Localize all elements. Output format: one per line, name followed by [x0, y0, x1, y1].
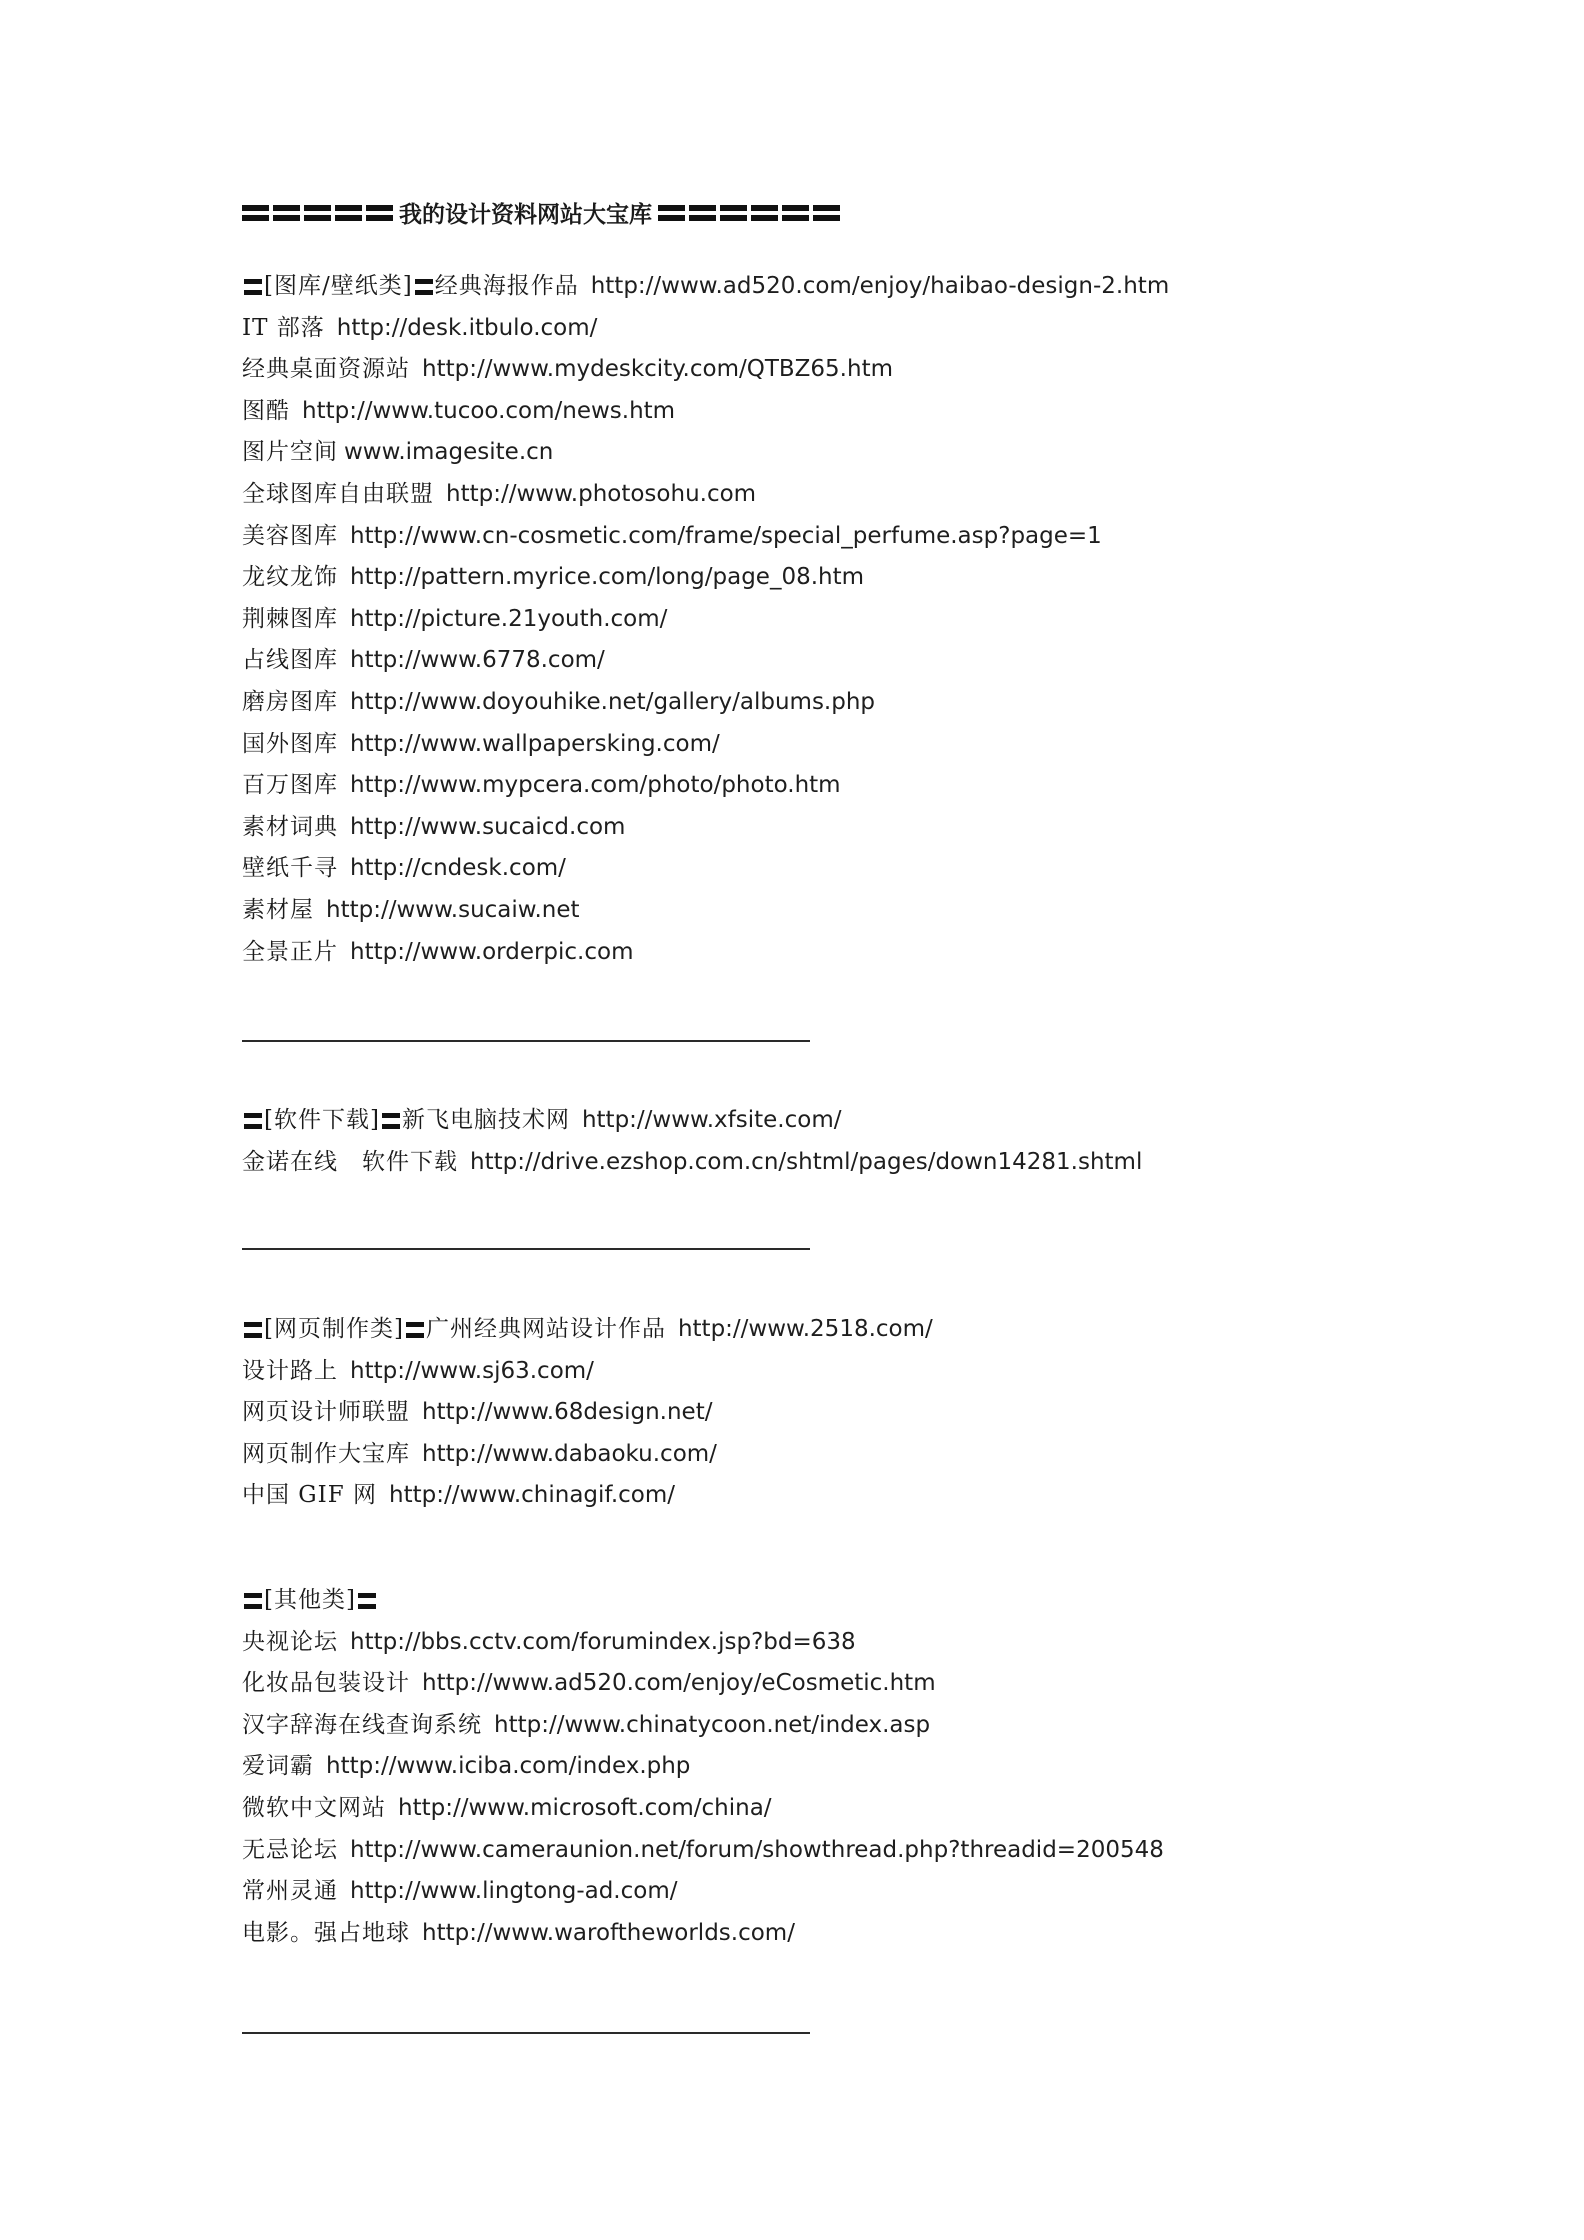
- link-url[interactable]: www.imagesite.cn: [344, 439, 554, 466]
- list-item: [242, 682, 1169, 724]
- link-label: 磨房图库: [242, 688, 338, 715]
- link-label: 美容图库: [242, 522, 338, 549]
- list-item: [242, 599, 1169, 641]
- list-item: [242, 1913, 1164, 1955]
- link-label: 国外图库: [242, 730, 338, 757]
- section-divider: [242, 1040, 810, 1042]
- category-label: [网页制作类]: [264, 1316, 404, 1342]
- category-label: [软件下载]: [264, 1107, 380, 1133]
- link-label: 龙纹龙饰: [242, 564, 338, 591]
- list-item: [242, 1788, 1164, 1830]
- double-bar-icon: [304, 205, 331, 221]
- list-item: [242, 765, 1169, 807]
- list-item: [242, 1142, 1142, 1184]
- link-url[interactable]: http://www.waroftheworlds.com/: [422, 1919, 795, 1946]
- section-software: [242, 1100, 1142, 1183]
- link-label: 网页设计师联盟: [242, 1399, 410, 1426]
- link-label: 全景正片: [242, 938, 338, 965]
- list-item: [242, 391, 1169, 433]
- list-item: [242, 1351, 933, 1393]
- link-url[interactable]: http://www.2518.com/: [677, 1316, 933, 1342]
- section-header: [242, 1309, 933, 1351]
- link-label: 图酷: [242, 397, 290, 424]
- list-item: [242, 807, 1169, 849]
- double-bar-icon: [244, 1113, 262, 1129]
- link-label: 素材词典: [242, 813, 338, 840]
- double-bar-icon: [244, 1322, 262, 1338]
- double-bar-icon: [382, 1113, 400, 1129]
- link-label: 经典海报作品: [434, 273, 579, 299]
- double-bar-icon: [335, 205, 362, 221]
- link-url[interactable]: http://www.6778.com/: [350, 647, 605, 674]
- list-item: [242, 349, 1169, 391]
- link-label: 汉字辞海在线查询系统: [242, 1711, 482, 1738]
- link-label: 荆棘图库: [242, 605, 338, 632]
- link-url[interactable]: http://www.lingtong-ad.com/: [350, 1878, 678, 1905]
- link-url[interactable]: http://www.mypcera.com/photo/photo.htm: [350, 772, 841, 799]
- link-url[interactable]: http://www.sucaiw.net: [326, 896, 580, 923]
- list-item: [242, 1392, 933, 1434]
- page-title: [242, 196, 840, 229]
- section-webdesign: [242, 1309, 933, 1517]
- link-url[interactable]: http://www.ad520.com/enjoy/eCosmetic.htm: [422, 1670, 936, 1697]
- link-label: 微软中文网站: [242, 1794, 386, 1821]
- link-url[interactable]: http://drive.ezshop.com.cn/shtml/pages/down14281.shtml: [470, 1148, 1143, 1175]
- list-item: [242, 724, 1169, 766]
- title-left-bars: [242, 205, 393, 221]
- section-header: [242, 1100, 1142, 1142]
- list-item: [242, 1622, 1164, 1664]
- link-label: 素材屋: [242, 896, 314, 923]
- link-label: 广州经典网站设计作品: [425, 1316, 666, 1342]
- link-url[interactable]: http://bbs.cctv.com/forumindex.jsp?bd=638: [350, 1628, 856, 1655]
- link-label: 电影。强占地球: [242, 1919, 410, 1946]
- link-url[interactable]: http://www.mydeskcity.com/QTBZ65.htm: [422, 356, 893, 383]
- title-text: 我的设计资料网站大宝库: [399, 201, 652, 228]
- link-url[interactable]: http://www.cameraunion.net/forum/showthread.php?threadid=200548: [350, 1836, 1164, 1863]
- double-bar-icon: [689, 205, 716, 221]
- link-label: 央视论坛: [242, 1628, 338, 1655]
- category-label: [图库/壁纸类]: [264, 273, 413, 299]
- link-label: 图片空间: [242, 439, 338, 466]
- list-item: [242, 1746, 1164, 1788]
- link-url[interactable]: http://www.microsoft.com/china/: [398, 1794, 772, 1821]
- link-label: IT 部落: [242, 314, 325, 341]
- double-bar-icon: [751, 205, 778, 221]
- list-item: [242, 1871, 1164, 1913]
- link-url[interactable]: http://desk.itbulo.com/: [336, 314, 598, 341]
- double-bar-icon: [244, 279, 262, 295]
- link-url[interactable]: http://www.tucoo.com/news.htm: [302, 397, 676, 424]
- link-label: 占线图库: [242, 647, 338, 674]
- double-bar-icon: [358, 1593, 376, 1609]
- double-bar-icon: [813, 205, 840, 221]
- list-item: [242, 516, 1169, 558]
- link-url[interactable]: http://www.chinatycoon.net/index.asp: [494, 1711, 931, 1738]
- link-url[interactable]: http://www.sucaicd.com: [350, 813, 626, 840]
- list-item: [242, 1830, 1164, 1872]
- link-url[interactable]: http://www.photosohu.com: [446, 480, 757, 507]
- link-label: 常州灵通: [242, 1878, 338, 1905]
- link-label: 全球图库自由联盟: [242, 480, 434, 507]
- double-bar-icon: [242, 205, 269, 221]
- list-item: [242, 1705, 1164, 1747]
- double-bar-icon: [658, 205, 685, 221]
- list-item: [242, 1475, 933, 1517]
- double-bar-icon: [720, 205, 747, 221]
- link-url[interactable]: http://www.sj63.com/: [350, 1357, 594, 1384]
- link-url[interactable]: http://www.wallpapersking.com/: [350, 730, 720, 757]
- link-label: 中国 GIF 网: [242, 1482, 378, 1509]
- double-bar-icon: [415, 279, 433, 295]
- link-label: 设计路上: [242, 1357, 338, 1384]
- link-url[interactable]: http://www.doyouhike.net/gallery/albums.php: [350, 688, 876, 715]
- title-right-bars: [658, 205, 840, 221]
- list-item: [242, 640, 1169, 682]
- link-label: 爱词霸: [242, 1753, 314, 1780]
- link-label: 新飞电脑技术网: [401, 1107, 570, 1133]
- link-label: 百万图库: [242, 772, 338, 799]
- double-bar-icon: [366, 205, 393, 221]
- link-label: 经典桌面资源站: [242, 356, 410, 383]
- link-label: 无忌论坛: [242, 1836, 338, 1863]
- double-bar-icon: [273, 205, 300, 221]
- link-label: 化妆品包装设计: [242, 1670, 410, 1697]
- link-label: 网页制作大宝库: [242, 1440, 410, 1467]
- link-url[interactable]: http://www.iciba.com/index.php: [326, 1753, 691, 1780]
- list-item: [242, 1663, 1164, 1705]
- link-url[interactable]: http://picture.21youth.com/: [350, 605, 668, 632]
- double-bar-icon: [406, 1322, 424, 1338]
- link-label: 金诺在线 软件下载: [242, 1148, 458, 1175]
- section-header: [242, 1580, 1164, 1622]
- link-url[interactable]: http://pattern.myrice.com/long/page_08.htm: [350, 564, 865, 591]
- link-url[interactable]: http://www.dabaoku.com/: [422, 1440, 717, 1467]
- double-bar-icon: [782, 205, 809, 221]
- list-item: [242, 1434, 933, 1476]
- list-item: [242, 932, 1169, 974]
- section-header: [242, 266, 1169, 308]
- list-item: [242, 308, 1169, 350]
- list-item: [242, 474, 1169, 516]
- link-url[interactable]: http://www.xfsite.com/: [581, 1107, 842, 1133]
- list-item: [242, 848, 1169, 890]
- section-divider: [242, 2032, 810, 2034]
- section-others: [242, 1580, 1164, 1954]
- link-label: 壁纸千寻: [242, 855, 338, 882]
- list-item: [242, 890, 1169, 932]
- link-url[interactable]: http://cndesk.com/: [350, 855, 566, 882]
- list-item: [242, 557, 1169, 599]
- category-label: [其他类]: [264, 1587, 356, 1613]
- list-item: [242, 432, 1169, 474]
- section-gallery: [242, 266, 1169, 973]
- link-url[interactable]: http://www.cn-cosmetic.com/frame/special_perfume.asp?page=1: [350, 522, 1102, 549]
- double-bar-icon: [244, 1593, 262, 1609]
- link-url[interactable]: http://www.orderpic.com: [350, 938, 634, 965]
- link-url[interactable]: http://www.68design.net/: [422, 1399, 713, 1426]
- link-url[interactable]: http://www.ad520.com/enjoy/haibao-design-2.htm: [590, 273, 1170, 299]
- section-divider: [242, 1248, 810, 1250]
- link-url[interactable]: http://www.chinagif.com/: [389, 1482, 676, 1509]
